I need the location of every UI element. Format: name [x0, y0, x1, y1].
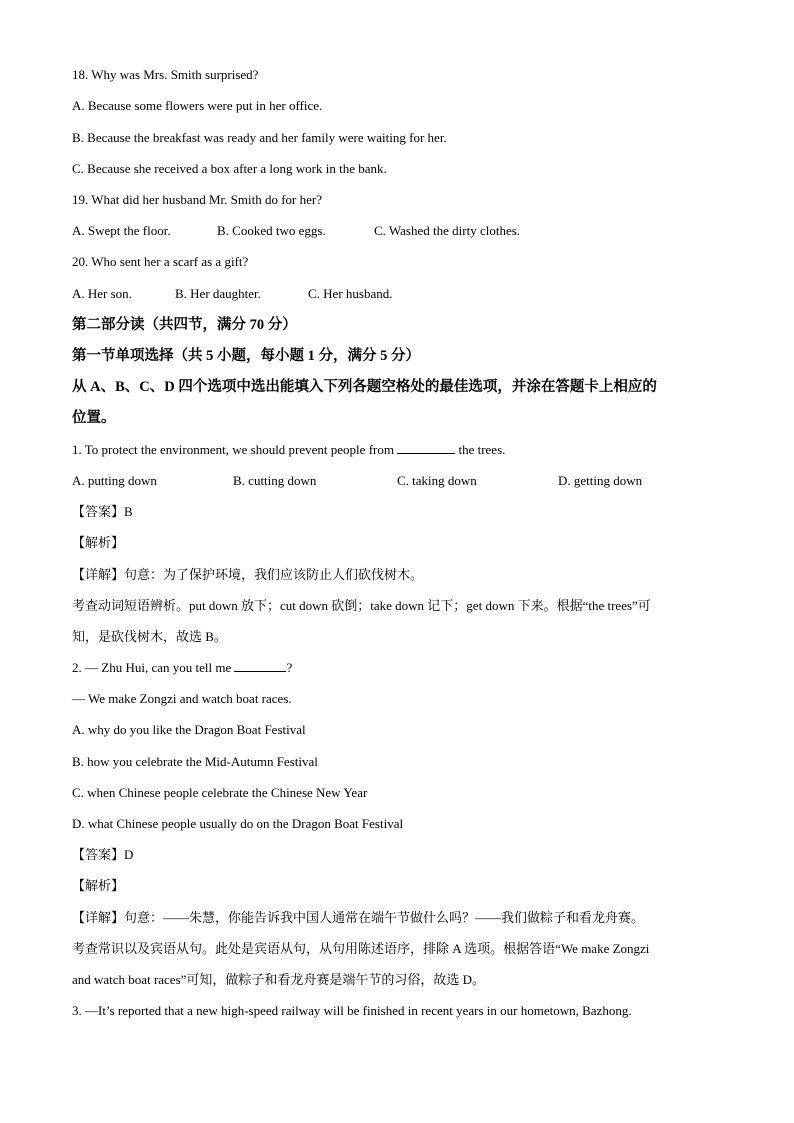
q1-stem-before: 1. To protect the environment, we should prevent people from: [72, 442, 394, 457]
detail-tag: 【详解】: [72, 567, 125, 582]
q20-stem: 20. Who sent her a scarf as a gift?: [72, 254, 249, 269]
q19-option-c: C. Washed the dirty clothes.: [374, 223, 521, 238]
q18-option-c: C. Because she received a box after a long work in the bank.: [72, 161, 387, 176]
q18-option-a: A. Because some flowers were put in her office.: [72, 98, 323, 113]
instruction-line-1: 从 A、B、C、D 四个选项中选出能填入下列各题空格处的最佳选项，并涂在答题卡上相应的: [72, 379, 657, 395]
section-part2-heading: 第二部分读（共四节，满分 70 分）: [72, 317, 297, 333]
q1-stem: [72, 441, 505, 459]
answer-tag: 【答案】: [72, 504, 125, 519]
q1-answer-value: B: [124, 504, 133, 519]
q2-analysis-tag: 【解析】: [72, 878, 125, 893]
q2-explanation-line-1: 考查常识以及宾语从句。此处是宾语从句，从句用陈述语序，排除 A 选项。根据答语“We make Zongzi: [72, 941, 650, 956]
q2-option-d: D. what Chinese people usually do on the Dragon Boat Festival: [72, 816, 404, 831]
q20-option-b: B. Her daughter.: [175, 286, 261, 301]
section1-heading: 第一节单项选择（共 5 小题，每小题 1 分，满分 5 分）: [72, 348, 420, 364]
q2-option-b: B. how you celebrate the Mid-Autumn Festival: [72, 754, 318, 769]
q2-stem: [72, 659, 292, 677]
q1-explanation-line-2: 知，是砍伐树木，故选 B。: [72, 629, 227, 644]
q19-option-a: A. Swept the floor.: [72, 223, 171, 238]
q1-option-a: A. putting down: [72, 473, 157, 488]
q2-reply: — We make Zongzi and watch boat races.: [72, 691, 292, 706]
q2-stem-after: ?: [286, 660, 293, 675]
q2-stem-before: 2. — Zhu Hui, can you tell me: [72, 660, 232, 675]
q18-option-b: B. Because the breakfast was ready and her family were waiting for her.: [72, 130, 447, 145]
q18-stem: 18. Why was Mrs. Smith surprised?: [72, 67, 259, 82]
q20-option-c: C. Her husband.: [308, 286, 393, 301]
q2-option-c: C. when Chinese people celebrate the Chinese New Year: [72, 785, 368, 800]
q1-option-c: C. taking down: [397, 473, 477, 488]
q2-blank: [234, 659, 286, 672]
q1-explanation-line-1: 考查动词短语辨析。put down 放下；cut down 砍倒；take down 记下；get down 下来。根据“the trees”可: [72, 598, 651, 613]
q1-answer: [72, 503, 133, 521]
q2-explanation-line-2: and watch boat races”可知，做粽子和看龙舟赛是端午节的习俗，故选 D。: [72, 972, 486, 987]
q20-option-a: A. Her son.: [72, 286, 132, 301]
q1-detail: [72, 566, 423, 584]
q2-answer-value: D: [124, 847, 134, 862]
q2-option-a: A. why do you like the Dragon Boat Festival: [72, 722, 306, 737]
q1-option-d: D. getting down: [558, 473, 643, 488]
q1-analysis-tag: 【解析】: [72, 535, 125, 550]
q1-detail-text: 句意：为了保护环境，我们应该防止人们砍伐树木。: [124, 567, 424, 582]
q2-detail-text: 句意：——朱慧，你能告诉我中国人通常在端午节做什么吗？——我们做粽子和看龙舟赛。: [124, 910, 645, 925]
detail-tag: 【详解】: [72, 910, 125, 925]
q1-stem-after: the trees.: [458, 442, 506, 457]
q1-option-b: B. cutting down: [233, 473, 317, 488]
q2-answer: [72, 846, 133, 864]
answer-tag: 【答案】: [72, 847, 125, 862]
q2-detail: [72, 909, 644, 927]
q19-stem: 19. What did her husband Mr. Smith do for her?: [72, 192, 322, 207]
q3-stem: 3. —It’s reported that a new high-speed railway will be finished in recent years in our hometown, Bazhong.: [72, 1003, 632, 1018]
q19-option-b: B. Cooked two eggs.: [217, 223, 326, 238]
instruction-line-2: 位置。: [72, 410, 116, 426]
q1-blank: [397, 441, 455, 454]
